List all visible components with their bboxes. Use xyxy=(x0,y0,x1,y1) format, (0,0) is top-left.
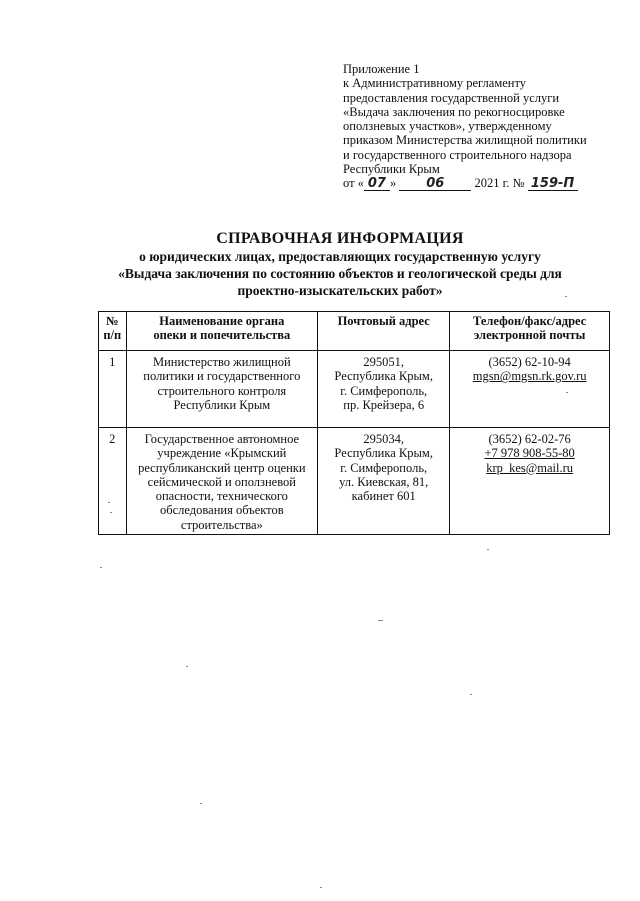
document-subtitle-line: проектно-изыскательских работ» xyxy=(237,283,443,298)
appendix-line: к Административному регламенту xyxy=(343,76,527,91)
table-row xyxy=(99,428,610,535)
cell-address xyxy=(318,351,450,428)
date-year: 2021 г. № xyxy=(474,176,525,191)
cell-name-line: строительного контроля xyxy=(157,383,287,398)
cell-name xyxy=(126,351,318,428)
cell-num: 1 xyxy=(99,351,127,428)
cell-name-line: сейсмической и оползневой xyxy=(147,474,296,489)
scan-speck xyxy=(186,666,188,667)
email-link[interactable]: krp_kes@mail.ru xyxy=(486,460,574,475)
document-title: СПРАВОЧНАЯ ИНФОРМАЦИЯ xyxy=(216,230,464,247)
scan-speck xyxy=(565,296,567,297)
document-subtitle-line: о юридических лицах, предоставляющих государственную услугу xyxy=(139,249,541,264)
scan-speck xyxy=(378,620,383,621)
appendix-line: «Выдача заключения по рекогносцировке xyxy=(343,104,565,119)
cell-name-line: Республики Крым xyxy=(173,397,271,412)
header-name-line: опеки и попечительства xyxy=(153,328,291,343)
cell-address-line: ул. Киевская, 81, xyxy=(339,474,429,489)
scan-speck xyxy=(487,549,489,550)
appendix-line: Республики Крым xyxy=(343,162,440,177)
cell-name-line: Государственное автономное xyxy=(144,432,300,446)
document-subtitle-line: «Выдача заключения по состоянию объектов и геологической среды для xyxy=(118,266,562,281)
scan-speck xyxy=(110,512,112,513)
cell-name-line: политики и государственного xyxy=(143,369,301,384)
cell-name-line: учреждение «Крымский xyxy=(157,446,287,461)
order-number-handwritten: 159-П xyxy=(528,177,578,191)
header-phone-line: Телефон/факс/адрес xyxy=(472,314,587,328)
scan-speck xyxy=(566,392,568,393)
date-day-handwritten: 07 xyxy=(364,177,390,191)
appendix-line: и государственного строительного надзора xyxy=(343,147,572,162)
scan-speck xyxy=(200,803,202,804)
cell-name xyxy=(126,428,318,535)
cell-name-line: обследования объектов xyxy=(160,503,284,518)
date-quote-close: » xyxy=(389,176,397,191)
cell-address-line: г. Симферополь, xyxy=(340,383,428,398)
header-address: Почтовый адрес xyxy=(318,312,450,351)
cell-num: 2 xyxy=(99,428,127,535)
scan-speck xyxy=(470,694,472,695)
info-table xyxy=(98,311,610,535)
scan-speck xyxy=(108,502,110,503)
date-prefix: от « xyxy=(343,176,364,191)
header-num xyxy=(99,312,127,351)
cell-name-line: республиканский центр оценки xyxy=(138,460,306,475)
cell-address-line: пр. Крейзера, 6 xyxy=(343,397,425,412)
header-num-line: п/п xyxy=(103,328,122,343)
table-header-row xyxy=(99,312,610,351)
phone-number: (3652) 62-02-76 xyxy=(488,432,571,446)
cell-address-line: Республика Крым, xyxy=(334,446,433,461)
cell-address-line: кабинет 601 xyxy=(351,489,416,504)
appendix-line: оползневых участков», утвержденному xyxy=(343,119,552,134)
appendix-block xyxy=(343,62,633,191)
appendix-line: приказом Министерства жилищной политики xyxy=(343,133,587,148)
table-row xyxy=(99,351,610,428)
scan-speck xyxy=(320,887,322,888)
scan-speck xyxy=(100,567,102,568)
email-link[interactable]: mgsn@mgsn.rk.gov.ru xyxy=(472,369,587,384)
cell-address-line: Республика Крым, xyxy=(334,369,433,384)
phone-link[interactable]: +7 978 908-55-80 xyxy=(484,446,575,461)
appendix-line: Приложение 1 xyxy=(343,62,420,76)
cell-address-line: 295034, xyxy=(363,432,404,446)
order-date-line xyxy=(343,176,633,191)
cell-name-line: опасности, технического xyxy=(155,489,288,504)
header-name-line: Наименование органа xyxy=(159,314,285,328)
cell-address-line: г. Симферополь, xyxy=(340,460,428,475)
header-phone-line: электронной почты xyxy=(473,328,586,343)
cell-contacts xyxy=(450,428,610,535)
cell-contacts xyxy=(450,351,610,428)
cell-name-line: строительства» xyxy=(180,517,263,532)
date-month-handwritten: 06 xyxy=(399,177,471,191)
phone-number: (3652) 62-10-94 xyxy=(488,355,571,369)
header-name xyxy=(126,312,318,351)
cell-address-line: 295051, xyxy=(363,355,404,369)
cell-address xyxy=(318,428,450,535)
appendix-line: предоставления государственной услуги xyxy=(343,90,560,105)
document-title-block xyxy=(60,229,620,299)
header-num-line: № xyxy=(105,314,119,328)
cell-name-line: Министерство жилищной xyxy=(152,355,291,369)
header-phone xyxy=(450,312,610,351)
